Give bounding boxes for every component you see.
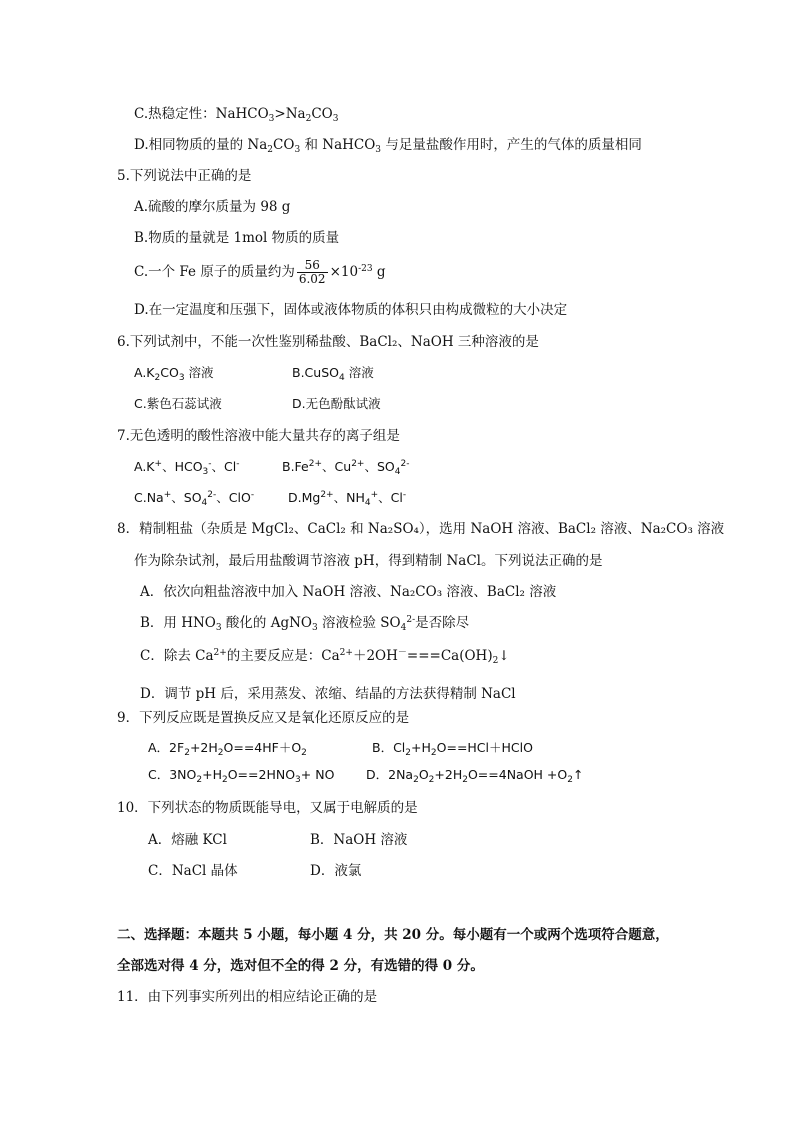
q9-option-b: B．$Cl_2+H_2O==HCl+HClO$ — [372, 740, 533, 758]
q7-option-c: C.Na+、$SO_4^{2-}$、ClO- — [134, 490, 255, 508]
q8-option-b: B．用 $HNO_3$ 酸化的 AgNO$_3$ 溶液检验 $SO_4^{2-}$是否除尽 — [140, 615, 470, 633]
fraction: $\frac{56}{6.02}$ — [298, 258, 326, 286]
q6-option-c: C.紫色石蕊试液 — [134, 396, 222, 411]
q6-stem: 6.下列试剂中，不能一次性鉴别稀盐酸、BaCl₂、NaOH 三种溶液的是 — [117, 334, 539, 350]
q10-option-d: D．液氯 — [310, 863, 362, 879]
q4-option-d: D.相同物质的量的 $Na_2CO_3$ 和 NaHCO$_3$ 与足量盐酸作用时，产生的气体的质量相同 — [134, 137, 642, 155]
q9-option-d: D．$2Na_2O_2+2H_2O==4NaOH$ $+O_2↑$ — [366, 767, 584, 785]
q9-stem: 9．下列反应既是置换反应又是氧化还原反应的是 — [117, 710, 410, 726]
q8-option-c: C．除去 $Ca^{2+}$的主要反应是：$Ca^{2+}+2OH^-===Ca(OH)_2↓$ — [140, 648, 510, 666]
q9-option-a: A．$2F_2+2H_2O==4HF+O_2$ — [148, 740, 307, 758]
q6-option-d: D.无色酚酞试液 — [292, 396, 381, 411]
q10-stem: 10．下列状态的物质既能导电，又属于电解质的是 — [117, 800, 418, 816]
q7-option-b: $B.Fe^{2+}$、$Cu^{2+}$、$SO_4^{2-}$ — [282, 459, 410, 477]
q9-option-c: C．$3NO_2+H_2O==2HNO_3+$ NO — [148, 767, 335, 785]
q8-stem-line1: 8．精制粗盐（杂质是 MgCl₂、CaCl₂ 和 Na₂SO₄），选用 NaOH 溶液、BaCl₂ 溶液、Na₂CO₃ 溶液 — [117, 521, 725, 537]
q6-option-b: B.CuSO$_4$ 溶液 — [292, 365, 374, 383]
q5-option-c: C.一个 Fe 原子的质量约为 $\frac{56}{6.02}$ $\times 10^{-23}$ g — [134, 258, 386, 286]
q7-option-a: A.K+、$HCO_3^-$、Cl- — [134, 459, 240, 477]
q5-option-d: D.在一定温度和压强下，固体或液体物质的体积只由构成微粒的大小决定 — [134, 302, 568, 318]
q7-option-d: $D.Mg^{2+}$、$NH_4^+$、Cl- — [288, 490, 407, 508]
q5-option-b: B.物质的量就是 1mol 物质的质量 — [134, 230, 340, 246]
q10-option-c: C．NaCl 晶体 — [148, 863, 238, 879]
q5-stem: 5.下列说法中正确的是 — [117, 168, 252, 184]
q8-option-d: D．调节 pH 后，采用蒸发、浓缩、结晶的方法获得精制 NaCl — [140, 686, 516, 702]
q11-stem: 11．由下列事实所列出的相应结论正确的是 — [117, 989, 378, 1005]
section2-heading-line2: 全部选对得 4 分，选对但不全的得 2 分，有选错的得 0 分。 — [117, 958, 484, 974]
q5-option-a: A.硫酸的摩尔质量为 98 g — [134, 199, 291, 215]
q10-option-a: A．熔融 KCl — [148, 832, 227, 848]
q7-stem: 7.无色透明的酸性溶液中能大量共存的离子组是 — [117, 428, 400, 444]
q6-option-a: $A.K_2CO_3$ 溶液 — [134, 365, 214, 383]
q8-option-a: A．依次向粗盐溶液中加入 NaOH 溶液、Na₂CO₃ 溶液、BaCl₂ 溶液 — [140, 584, 557, 600]
q10-option-b: B．NaOH 溶液 — [310, 832, 408, 848]
q4-option-c: C.热稳定性：$NaHCO_3>Na_2CO_3$ — [134, 106, 339, 124]
q8-stem-line2: 作为除杂试剂，最后用盐酸调节溶液 pH，得到精制 NaCl。下列说法正确的是 — [134, 553, 603, 569]
section2-heading-line1: 二、选择题：本题共 5 小题，每小题 4 分，共 20 分。每小题有一个或两个选项符合题意， — [117, 927, 669, 943]
